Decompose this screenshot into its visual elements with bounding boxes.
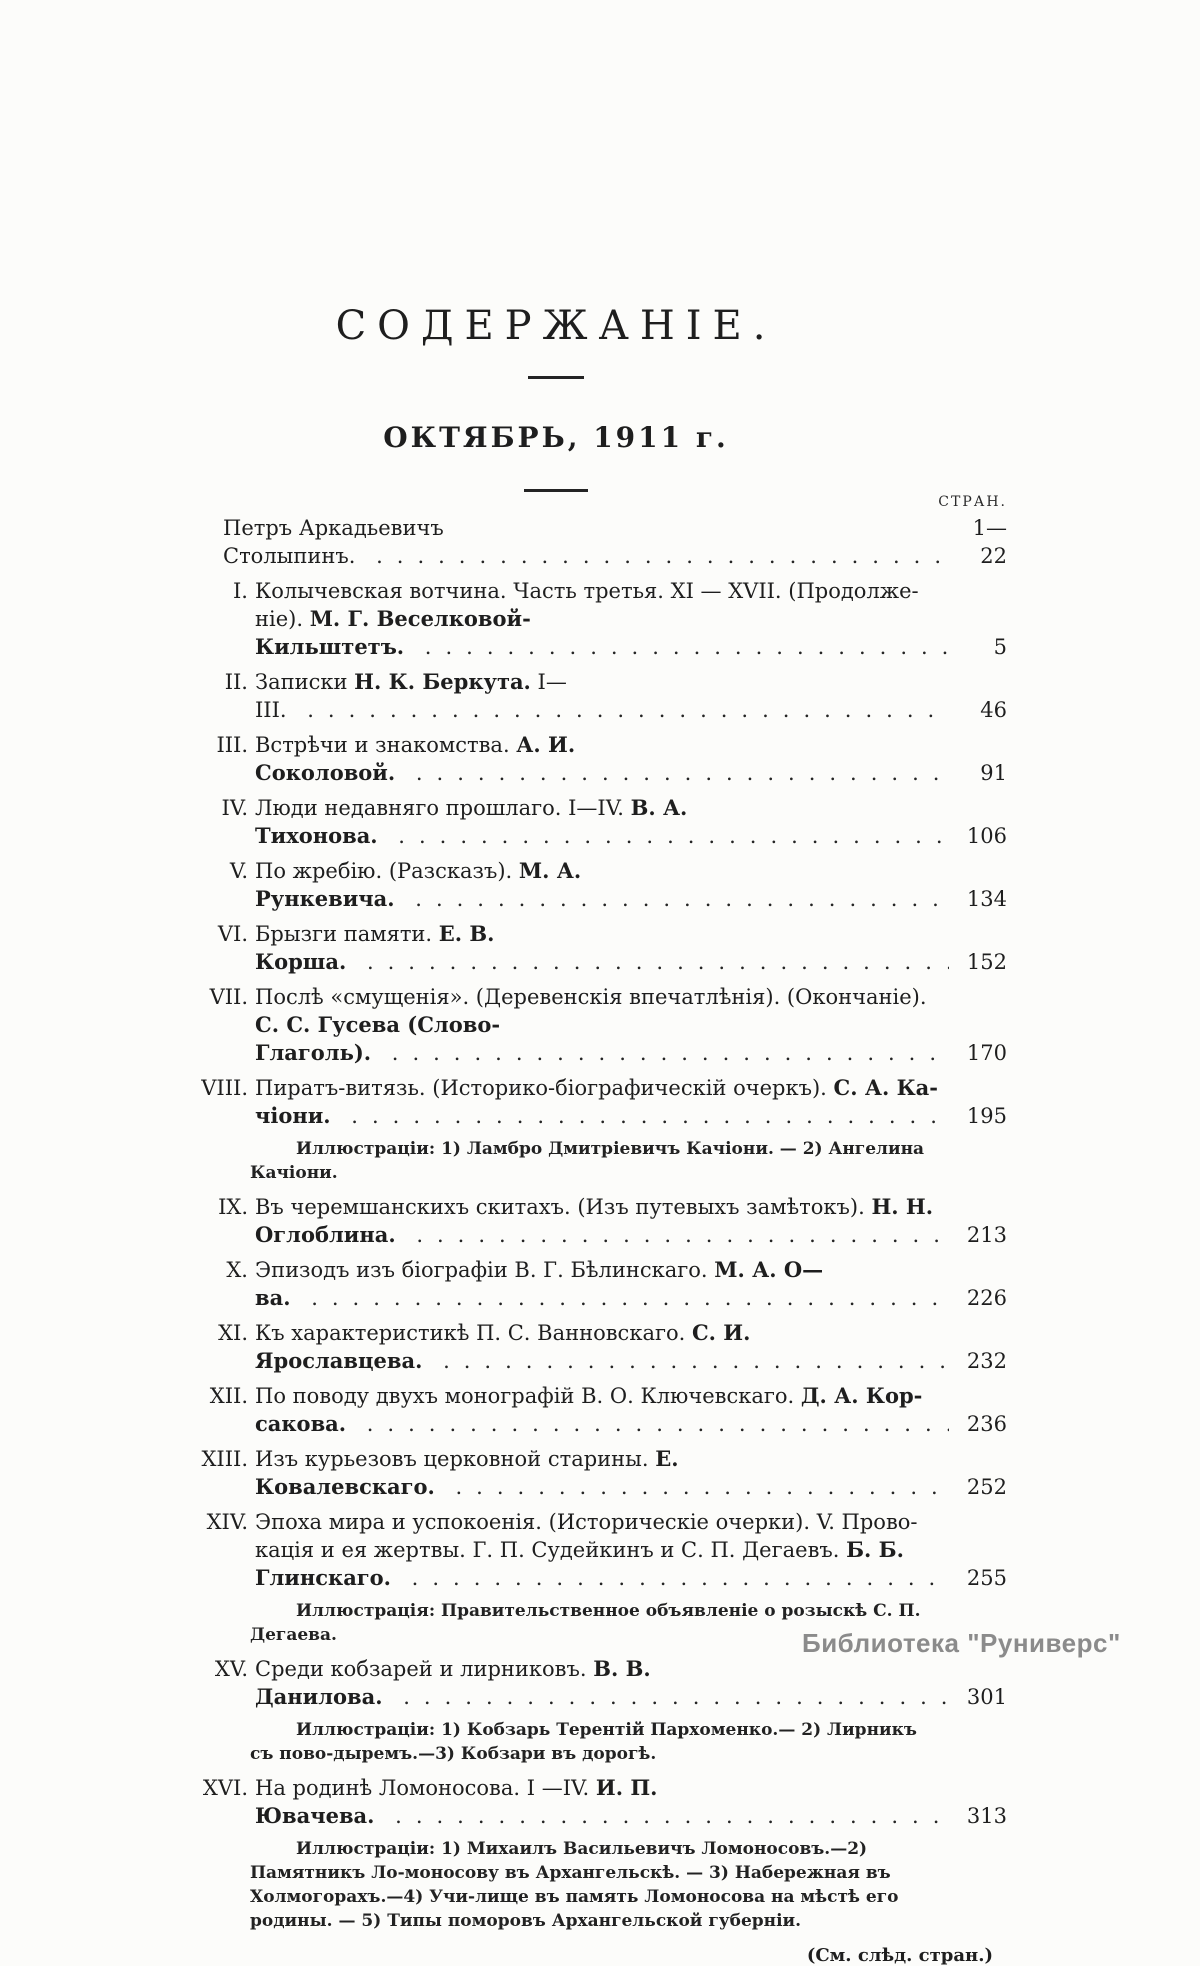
dot-leader bbox=[355, 544, 949, 568]
entry-page-number: 313 bbox=[966, 1804, 1007, 1828]
entry-title-text: I—III. bbox=[255, 670, 567, 722]
entry-page-number: 152 bbox=[966, 950, 1007, 974]
toc-entry bbox=[180, 1382, 1007, 1438]
dot-leader bbox=[404, 635, 949, 659]
dot-leader bbox=[378, 824, 949, 848]
entry-number: XI. bbox=[218, 1321, 248, 1345]
entry-text bbox=[255, 1074, 949, 1130]
entry-title-text: Люди недавняго прошлаго. I—IV. bbox=[255, 796, 631, 820]
entry-author: С. А. Ка-чіони. bbox=[255, 1075, 939, 1128]
entry-text bbox=[223, 514, 949, 570]
dot-leader bbox=[395, 887, 949, 911]
entry-title-text: Пиратъ-витязь. (Историко-біографическій очеркъ). bbox=[255, 1076, 834, 1100]
entry-text bbox=[255, 857, 949, 913]
entry-number: IX. bbox=[218, 1195, 248, 1219]
dot-leader bbox=[346, 950, 949, 974]
toc-entry bbox=[180, 1774, 1007, 1830]
issue-title: ОКТЯБРЬ, 1911 г. bbox=[383, 421, 729, 454]
toc-entry bbox=[180, 577, 1007, 661]
entry-page-number: 226 bbox=[966, 1286, 1007, 1310]
entry-title-text: Послѣ «смущенія». (Деревенскія впечатлѣнія). (Окончаніе). bbox=[255, 985, 927, 1009]
entry-author: Б. Б. Глинскаго. bbox=[255, 1537, 904, 1590]
entry-title-text: Въ черемшанскихъ скитахъ. (Изъ путевыхъ замѣтокъ). bbox=[255, 1195, 872, 1219]
dot-leader bbox=[422, 1349, 949, 1373]
entry-page-number: 5 bbox=[993, 635, 1007, 659]
illustration-caption: Иллюстраціи: 1) Кобзарь Терентій Пархоменко.— 2) Лирникъ съ пово-дыремъ.—3) Кобзари въ дорогѣ. bbox=[250, 1720, 917, 1764]
entry-text bbox=[255, 1655, 949, 1711]
illustration-caption: Иллюстраціи: 1) Ламбро Дмитріевичъ Качіони. — 2) Ангелина Качіони. bbox=[250, 1139, 925, 1183]
entry-number: XIII. bbox=[201, 1447, 248, 1471]
entry-author: С. И. Ярославцева. bbox=[255, 1320, 751, 1373]
entry-text bbox=[255, 1319, 949, 1375]
entry-title-text: По поводу двухъ монографій В. О. Ключевскаго. bbox=[255, 1384, 801, 1408]
table-of-contents bbox=[180, 494, 1007, 1966]
entry-number: IV. bbox=[221, 796, 248, 820]
entry-page-number: 170 bbox=[966, 1041, 1007, 1065]
dot-leader bbox=[291, 1286, 949, 1310]
page-heading bbox=[180, 0, 932, 492]
entry-title-text: Встрѣчи и знакомства. bbox=[255, 733, 517, 757]
entry-author: Д. А. Кор-сакова. bbox=[255, 1383, 923, 1436]
entry-title-text: По жребію. (Разсказъ). bbox=[255, 859, 519, 883]
entry-number: X. bbox=[226, 1258, 248, 1282]
divider-rule bbox=[524, 489, 588, 492]
entry-text bbox=[255, 794, 949, 850]
toc-entry bbox=[180, 983, 1007, 1067]
entry-page-number: 91 bbox=[980, 761, 1007, 785]
entry-title-text: Эпизодъ изъ біографіи В. Г. Бѣлинскаго. bbox=[255, 1258, 715, 1282]
toc-entry bbox=[180, 794, 1007, 850]
toc-entry bbox=[180, 1074, 1007, 1130]
entry-page-number: 213 bbox=[966, 1223, 1007, 1247]
entry-page-number: 134 bbox=[966, 887, 1007, 911]
dot-leader bbox=[396, 1223, 949, 1247]
entry-author: Н. Н. Оглоблина. bbox=[255, 1194, 934, 1247]
toc-entry bbox=[180, 514, 1007, 570]
entry-title-text: Изъ курьезовъ церковной старины. bbox=[255, 1447, 656, 1471]
entry-number: XIV. bbox=[206, 1510, 248, 1534]
entry-number: II. bbox=[224, 670, 248, 694]
illustration-caption: Иллюстрація: Правительственное объявленіе о розыскѣ С. П. Дегаева. bbox=[250, 1601, 921, 1645]
toc-entry bbox=[180, 920, 1007, 976]
entry-page-number: 106 bbox=[966, 824, 1007, 848]
entry-title-text: Среди кобзарей и лирниковъ. bbox=[255, 1657, 594, 1681]
entry-author: М. А. О—ва. bbox=[255, 1257, 824, 1310]
entry-page-number: 195 bbox=[966, 1104, 1007, 1128]
entry-number: XV. bbox=[214, 1657, 248, 1681]
toc-entry bbox=[180, 668, 1007, 724]
entry-title-text: Брызги памяти. bbox=[255, 922, 439, 946]
dot-leader bbox=[383, 1685, 949, 1709]
entry-number: XII. bbox=[209, 1384, 248, 1408]
dot-leader bbox=[374, 1804, 949, 1828]
entry-title-text: На родинѣ Ломоносова. I —IV. bbox=[255, 1776, 596, 1800]
entry-title-text: Записки bbox=[255, 670, 355, 694]
page-column-header: СТРАН. bbox=[938, 494, 1007, 510]
divider-rule bbox=[528, 376, 584, 379]
entry-author: Н. К. Беркута. bbox=[354, 669, 531, 694]
entry-author: В. В. Данилова. bbox=[255, 1656, 651, 1709]
entry-title-text: Эпоха мира и успокоенія. (Историческіе очерки). V. Прово-кація и ея жертвы. Г. П. Судейкинъ и С. П. Дегаевъ. bbox=[255, 1510, 918, 1562]
dot-leader bbox=[287, 698, 949, 722]
entry-page-number: 236 bbox=[966, 1412, 1007, 1436]
toc-entry bbox=[180, 731, 1007, 787]
entry-text bbox=[255, 983, 949, 1067]
entry-author: В. А. Тихонова. bbox=[255, 795, 688, 848]
entry-page-number: 1—22 bbox=[972, 516, 1007, 568]
continuation-note: (См. слѣд. стран.) bbox=[806, 1945, 993, 1966]
entry-text bbox=[255, 1445, 949, 1501]
toc-entry bbox=[180, 857, 1007, 913]
entry-page-number: 252 bbox=[966, 1475, 1007, 1499]
entry-text bbox=[255, 577, 949, 661]
entry-number: VIII. bbox=[201, 1076, 248, 1100]
entry-text bbox=[255, 1774, 949, 1830]
entry-number: I. bbox=[233, 579, 248, 603]
entry-author: Е. В. Корша. bbox=[255, 921, 495, 974]
entry-author: М. А. Рункевича. bbox=[255, 858, 582, 911]
toc-entry bbox=[180, 1193, 1007, 1249]
entry-author: Е. Ковалевскаго. bbox=[255, 1446, 679, 1499]
entry-author: И. П. Ювачева. bbox=[255, 1775, 658, 1828]
dot-leader bbox=[435, 1475, 949, 1499]
dot-leader bbox=[395, 761, 949, 785]
dot-leader bbox=[346, 1412, 949, 1436]
entry-number: XVI. bbox=[202, 1776, 248, 1800]
library-watermark: Библиотека "Руниверс" bbox=[802, 1628, 1121, 1658]
entry-number: VI. bbox=[217, 922, 248, 946]
toc-entry-list bbox=[180, 514, 1007, 1933]
entry-title-text: Къ характеристикѣ П. С. Ванновскаго. bbox=[255, 1321, 692, 1345]
entry-text bbox=[255, 1508, 949, 1592]
entry-author: М. Г. Веселковой-Кильштетъ. bbox=[255, 606, 531, 659]
entry-number: VII. bbox=[209, 985, 248, 1009]
entry-text bbox=[255, 668, 949, 724]
entry-number: III. bbox=[216, 733, 248, 757]
entry-title-text: Колычевская вотчина. Часть третья. XI — XVII. (Продолже-ніе). bbox=[255, 579, 919, 631]
toc-entry bbox=[180, 1655, 1007, 1711]
entry-text bbox=[255, 920, 949, 976]
entry-number: V. bbox=[229, 859, 248, 883]
toc-entry bbox=[180, 1319, 1007, 1375]
entry-page-number: 46 bbox=[980, 698, 1007, 722]
entry-text bbox=[255, 731, 949, 787]
toc-entry bbox=[180, 1256, 1007, 1312]
entry-text bbox=[255, 1193, 949, 1249]
toc-entry bbox=[180, 1445, 1007, 1501]
page-title: СОДЕРЖАНІЕ. bbox=[335, 303, 777, 349]
entry-title-text: Петръ Аркадьевичъ Столыпинъ. bbox=[223, 516, 444, 568]
entry-author: С. С. Гусева (Слово-Глаголь). bbox=[255, 1012, 501, 1065]
toc-entry bbox=[180, 1508, 1007, 1592]
entry-page-number: 301 bbox=[966, 1685, 1007, 1709]
dot-leader bbox=[331, 1104, 949, 1128]
entry-author: А. И. Соколовой. bbox=[255, 732, 576, 785]
entry-page-number: 255 bbox=[966, 1566, 1007, 1590]
entry-text bbox=[255, 1382, 949, 1438]
entry-text bbox=[255, 1256, 949, 1312]
dot-leader bbox=[391, 1566, 949, 1590]
dot-leader bbox=[371, 1041, 949, 1065]
illustration-caption: Иллюстраціи: 1) Михаилъ Васильевичъ Ломоносовъ.—2) Памятникъ Ло-моносову въ Архангельскѣ. — 3) Набережная въ Холмогорахъ.—4) Учи-лище въ память Ломоносова на мѣстѣ его родины. — 5) Типы поморовъ Архангельской губерніи. bbox=[250, 1839, 899, 1931]
entry-page-number: 232 bbox=[966, 1349, 1007, 1373]
